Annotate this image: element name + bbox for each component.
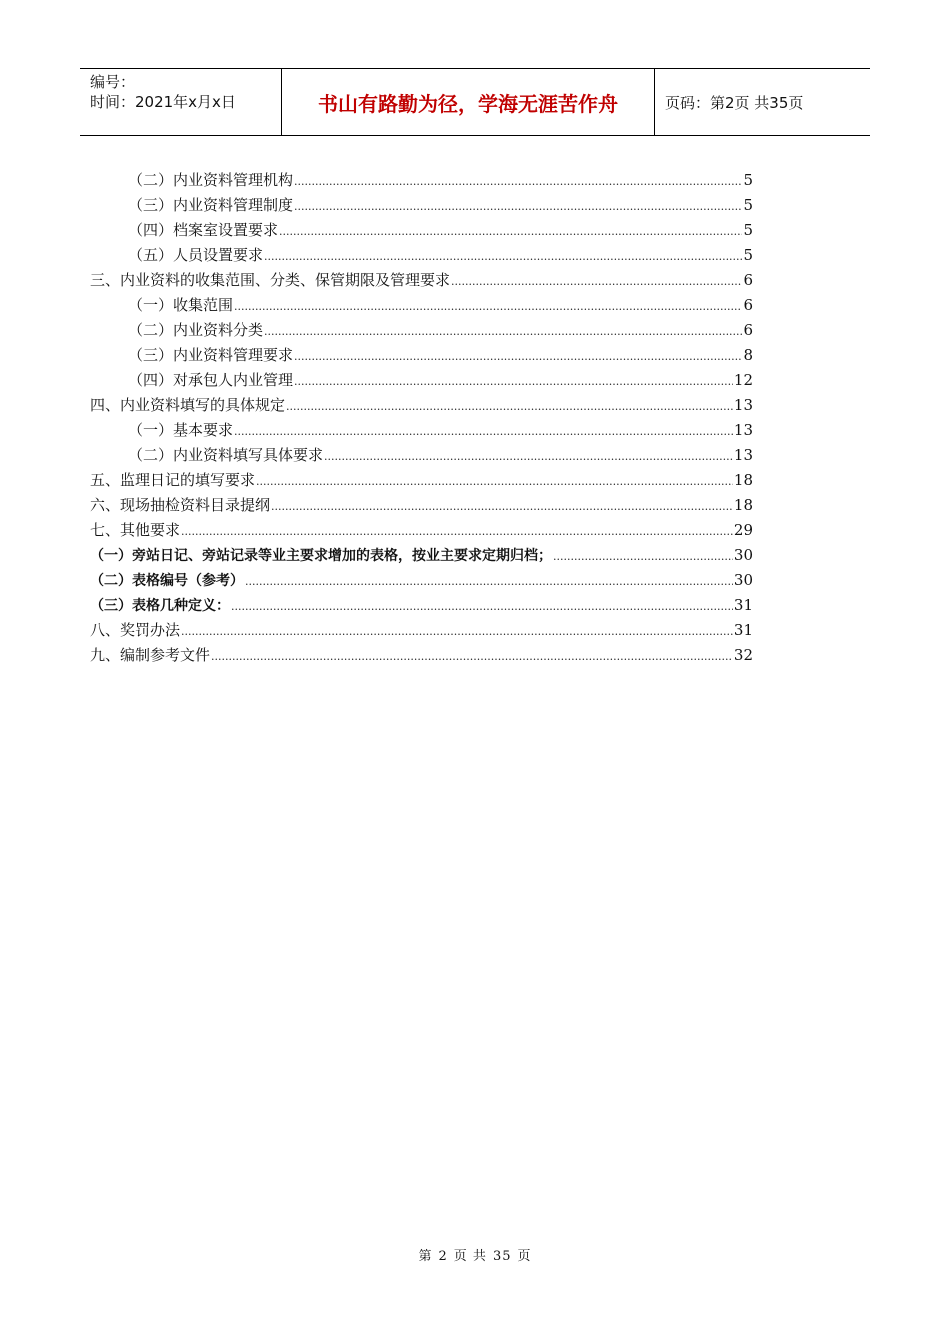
toc-entry[interactable] [90, 393, 753, 418]
toc-entry-title: （一）基本要求 [128, 421, 234, 439]
toc-dot-leader [245, 569, 733, 594]
toc-entry[interactable] [90, 443, 753, 468]
toc-dot-leader [294, 168, 742, 194]
toc-dot-leader [286, 393, 733, 419]
toc-entry[interactable] [90, 193, 753, 218]
toc-entry[interactable] [90, 468, 753, 493]
toc-entry-title: （三）内业资料管理要求 [128, 346, 294, 364]
toc-entry-page: 18 [733, 496, 753, 514]
header-page-cell [655, 69, 870, 135]
toc-entry-title: （一）收集范围 [128, 296, 234, 314]
document-number-label: 编号： [90, 73, 136, 91]
toc-entry[interactable] [90, 643, 753, 668]
toc-entry[interactable] [90, 493, 753, 518]
toc-entry-title: 三、内业资料的收集范围、分类、保管期限及管理要求 [90, 271, 451, 289]
footer-suffix: 页 [517, 1249, 532, 1264]
toc-entry-page: 8 [743, 346, 753, 364]
toc-entry[interactable] [90, 543, 753, 568]
toc-dot-leader [294, 368, 733, 394]
toc-entry-page: 18 [733, 471, 753, 489]
toc-entry-page: 13 [733, 421, 753, 439]
footer-total-pages: 35 [492, 1249, 512, 1264]
page-footer [0, 1245, 950, 1264]
toc-entry[interactable] [90, 368, 753, 393]
toc-dot-leader [294, 193, 742, 219]
toc-entry-page: 5 [743, 196, 753, 214]
table-of-contents [90, 168, 753, 668]
toc-entry-title: 八、奖罚办法 [90, 621, 181, 639]
header-page-info: 页码：第2页 共35页 [665, 93, 804, 112]
toc-dot-leader [294, 343, 742, 369]
toc-entry-page: 13 [733, 396, 753, 414]
toc-entry-title: （二）表格编号（参考） [90, 573, 244, 589]
toc-entry-title: （二）内业资料填写具体要求 [128, 446, 324, 464]
toc-entry-page: 30 [733, 546, 753, 564]
toc-entry-title: （二）内业资料分类 [128, 321, 264, 339]
toc-entry-page: 30 [733, 571, 753, 589]
toc-entry-title: （二）内业资料管理机构 [128, 171, 294, 189]
footer-page-number: 2 [438, 1249, 448, 1264]
toc-entry[interactable] [90, 218, 753, 243]
toc-entry-title: 六、现场抽检资料目录提纲 [90, 496, 271, 514]
footer-mid: 页 共 [453, 1249, 487, 1264]
toc-entry-title: 四、内业资料填写的具体规定 [90, 396, 286, 414]
toc-entry-page: 6 [743, 296, 753, 314]
toc-entry-page: 29 [733, 521, 753, 539]
page-header [80, 68, 870, 136]
header-meta-cell [80, 69, 282, 135]
toc-dot-leader [553, 544, 733, 569]
toc-entry-page: 5 [743, 246, 753, 264]
toc-entry-page: 12 [733, 371, 753, 389]
toc-dot-leader [234, 418, 733, 444]
toc-entry-title: （四）对承包人内业管理 [128, 371, 294, 389]
toc-entry-title: （五）人员设置要求 [128, 246, 264, 264]
toc-dot-leader [279, 218, 742, 244]
toc-dot-leader [271, 493, 733, 519]
toc-entry-title: （三）表格几种定义： [90, 598, 230, 614]
toc-entry-page: 5 [743, 221, 753, 239]
toc-entry-page: 13 [733, 446, 753, 464]
toc-dot-leader [231, 594, 733, 619]
toc-dot-leader [264, 318, 742, 344]
toc-dot-leader [451, 268, 742, 294]
toc-entry[interactable] [90, 293, 753, 318]
header-motto: 书山有路勤为径，学海无涯苦作舟 [318, 91, 618, 116]
toc-entry-title: （一）旁站日记、旁站记录等业主要求增加的表格，按业主要求定期归档； [90, 548, 552, 564]
header-motto-cell [282, 69, 655, 135]
toc-entry[interactable] [90, 518, 753, 543]
toc-entry[interactable] [90, 343, 753, 368]
toc-entry-title: 五、监理日记的填写要求 [90, 471, 256, 489]
toc-dot-leader [181, 518, 733, 544]
toc-entry[interactable] [90, 418, 753, 443]
document-date-label: 时间：2021年x月x日 [90, 93, 236, 111]
toc-entry[interactable] [90, 568, 753, 593]
toc-entry-title: （四）档案室设置要求 [128, 221, 279, 239]
toc-dot-leader [256, 468, 733, 494]
toc-dot-leader [324, 443, 733, 469]
toc-entry[interactable] [90, 268, 753, 293]
toc-entry-page: 6 [743, 271, 753, 289]
toc-entry[interactable] [90, 243, 753, 268]
toc-entry[interactable] [90, 593, 753, 618]
toc-dot-leader [234, 293, 742, 319]
toc-dot-leader [264, 243, 742, 269]
toc-entry-page: 31 [733, 621, 753, 639]
footer-prefix: 第 [418, 1249, 433, 1264]
toc-entry[interactable] [90, 618, 753, 643]
toc-entry-title: 九、编制参考文件 [90, 646, 211, 664]
toc-entry-title: （三）内业资料管理制度 [128, 196, 294, 214]
toc-entry-page: 31 [733, 596, 753, 614]
toc-entry-title: 七、其他要求 [90, 521, 181, 539]
toc-entry[interactable] [90, 318, 753, 343]
toc-entry[interactable] [90, 168, 753, 193]
toc-entry-page: 6 [743, 321, 753, 339]
toc-entry-page: 5 [743, 171, 753, 189]
toc-entry-page: 32 [733, 646, 753, 664]
toc-dot-leader [211, 643, 733, 669]
toc-dot-leader [181, 618, 733, 644]
